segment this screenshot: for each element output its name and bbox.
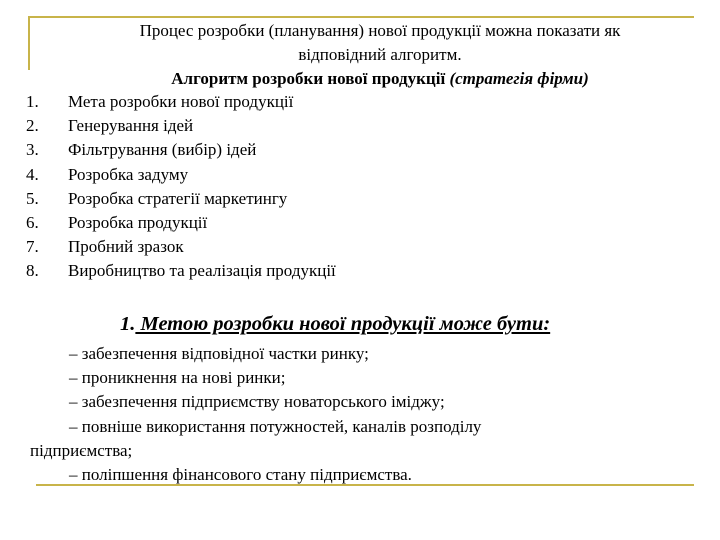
list-item: [26, 114, 336, 138]
step-number: 3.: [26, 140, 39, 160]
step-number: 2.: [26, 116, 39, 136]
step-text: Розробка продукції: [68, 213, 208, 233]
step-text: Розробка стратегії маркетингу: [68, 188, 288, 208]
goals-list: [30, 342, 690, 487]
algorithm-title-text: Алгоритм розробки нової продукції: [171, 69, 446, 88]
list-item: – повніше використання потужностей, каналів розподілу: [69, 416, 482, 436]
intro-line-2: відповідний алгоритм.: [298, 45, 462, 64]
section-heading: [120, 313, 550, 336]
frame-top-line: [28, 16, 694, 18]
list-item-continuation: підприємства;: [30, 440, 133, 460]
list-item: [26, 259, 336, 283]
frame-left-line: [28, 16, 30, 70]
step-number: 1.: [26, 92, 39, 111]
list-item: – проникнення на нові ринки;: [69, 368, 286, 388]
list-item: [26, 187, 336, 211]
list-item: [26, 235, 336, 259]
step-number: 5.: [26, 188, 39, 208]
list-item: [26, 90, 336, 114]
step-number: 7.: [26, 237, 39, 257]
list-item: [26, 211, 336, 235]
step-text: Мета розробки нової продукції: [68, 92, 294, 111]
step-text: Генерування ідей: [68, 116, 194, 136]
section-number: 1.: [120, 313, 136, 335]
intro-line-1: Процес розробки (планування) нової продукції можна показати як: [139, 21, 621, 40]
step-number: 6.: [26, 213, 39, 233]
algorithm-subtitle: (стратегія фірми): [449, 69, 589, 88]
step-number: 8.: [26, 261, 39, 281]
list-item: – поліпшення фінансового стану підприємства.: [69, 465, 412, 485]
list-item: – забезпечення підприємству новаторського іміджу;: [69, 392, 445, 412]
algorithm-title: [60, 67, 700, 91]
step-text: Фільтрування (вибір) ідей: [68, 140, 257, 160]
intro-paragraph: [60, 19, 700, 67]
step-text: Пробний зразок: [68, 237, 184, 257]
step-text: Виробництво та реалізація продукції: [68, 261, 336, 281]
section-heading-text: Метою розробки нової продукції може бути:: [135, 313, 551, 335]
list-item: [26, 163, 336, 187]
algorithm-steps-list: [26, 90, 336, 284]
list-item: – забезпечення відповідної частки ринку;: [69, 344, 369, 363]
step-text: Розробка задуму: [68, 164, 189, 184]
list-item: [26, 138, 336, 162]
step-number: 4.: [26, 164, 39, 184]
